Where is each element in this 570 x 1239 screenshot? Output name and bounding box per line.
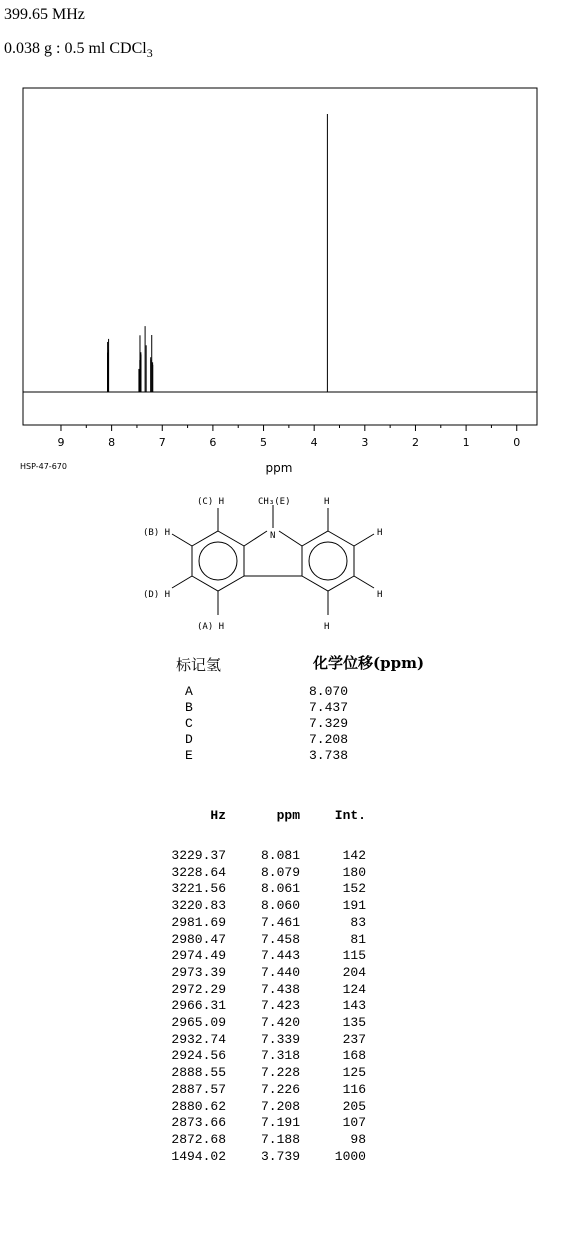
- cell-int: 83: [350, 914, 366, 930]
- cell-int: 205: [342, 1098, 366, 1114]
- cell-hz: 3221.56: [171, 881, 226, 897]
- bond-h-right-lower: [354, 576, 374, 588]
- cell-ppm: 7.339: [260, 1031, 300, 1047]
- cell-hz: 2972.29: [171, 981, 226, 997]
- table-row: [158, 1015, 366, 1032]
- cell-int: 1000: [334, 1148, 366, 1164]
- assign-shift: 7.208: [309, 732, 349, 747]
- label-d: (D) H: [143, 590, 171, 600]
- cell-ppm: 7.443: [260, 948, 300, 964]
- x-axis-label: ppm: [265, 461, 293, 475]
- left-ring: [192, 531, 244, 591]
- cell-int: 81: [350, 931, 366, 947]
- assign-header-label: 标记氢: [176, 656, 222, 674]
- cell-ppm: 7.461: [260, 914, 300, 930]
- assign-label: D: [185, 732, 193, 747]
- label-c: (C) H: [197, 497, 225, 507]
- cell-ppm: 8.079: [260, 864, 300, 880]
- table-row: [158, 1032, 366, 1049]
- cell-ppm: 8.061: [260, 881, 300, 897]
- bond-h-right-upper: [354, 534, 374, 546]
- cell-int: 204: [342, 964, 366, 980]
- cell-int: 237: [342, 1031, 366, 1047]
- table-row: [158, 1115, 366, 1132]
- header-ppm: ppm: [276, 808, 300, 823]
- bond-h-b: [172, 534, 192, 546]
- table-row: [158, 998, 366, 1015]
- cell-int: 124: [342, 981, 366, 997]
- table-row: [158, 1149, 366, 1166]
- left-ring-aromatic-circle: [199, 542, 237, 580]
- table-row: [158, 1065, 366, 1082]
- assign-label: B: [185, 700, 193, 715]
- cell-int: 191: [342, 898, 366, 914]
- cell-ppm: 3.739: [260, 1148, 300, 1164]
- x-axis-ticks: [57, 425, 520, 449]
- bond-n-right: [279, 531, 302, 546]
- bond-n-left: [244, 531, 267, 546]
- label-h-right-upper: H: [377, 528, 383, 538]
- cell-int: 107: [342, 1115, 366, 1131]
- cell-hz: 2932.74: [171, 1031, 226, 1047]
- cell-ppm: 7.188: [260, 1131, 300, 1147]
- table-row: [158, 1082, 366, 1099]
- assign-label: E: [185, 748, 193, 763]
- cell-int: 98: [350, 1131, 366, 1147]
- cell-hz: 3229.37: [171, 848, 226, 863]
- sample-subscript: 3: [146, 46, 153, 61]
- cell-hz: 2887.57: [171, 1081, 226, 1097]
- table-row: [158, 881, 366, 898]
- assign-shift: 7.437: [309, 700, 349, 715]
- right-ring-aromatic-circle: [309, 542, 347, 580]
- table-row: [158, 865, 366, 882]
- x-tick-label: 2: [411, 436, 419, 449]
- cell-int: 142: [342, 848, 366, 863]
- cell-hz: 2974.49: [171, 948, 226, 964]
- peak-table: [158, 808, 366, 1165]
- label-a: (A) H: [197, 622, 225, 632]
- assign-label: A: [185, 684, 193, 699]
- x-tick-label: 6: [209, 436, 217, 449]
- table-row: [158, 848, 366, 865]
- plot-frame: [23, 88, 537, 425]
- table-row: [158, 965, 366, 982]
- assign-shift: 8.070: [309, 684, 349, 699]
- cell-ppm: 7.440: [260, 964, 300, 980]
- cell-int: 116: [342, 1081, 366, 1097]
- assign-shift: 3.738: [309, 748, 349, 763]
- cell-int: 115: [342, 948, 366, 964]
- cell-hz: 2973.39: [171, 964, 226, 980]
- cell-hz: 2872.68: [171, 1131, 226, 1147]
- table-row: [158, 1132, 366, 1149]
- table-row: [158, 1099, 366, 1116]
- cell-ppm: 7.458: [260, 931, 300, 947]
- cell-ppm: 8.060: [260, 898, 300, 914]
- table-row: [158, 898, 366, 915]
- x-tick-label: 8: [108, 436, 116, 449]
- right-ring: [302, 531, 354, 591]
- bond-h-d: [172, 576, 192, 588]
- assign-shift: 7.329: [309, 716, 349, 731]
- x-tick-label: 1: [462, 436, 470, 449]
- label-b: (B) H: [143, 528, 171, 538]
- sample-text: 0.038 g : 0.5 ml CDCl: [4, 40, 147, 57]
- cell-int: 152: [342, 881, 366, 897]
- carbazole-structure: [172, 505, 374, 615]
- header-hz: Hz: [210, 808, 226, 823]
- label-h-bottom: H: [324, 622, 330, 632]
- label-n: N: [270, 531, 276, 541]
- cell-hz: 1494.02: [171, 1148, 226, 1164]
- cell-hz: 2888.55: [171, 1065, 226, 1081]
- label-e: CH₃(E): [258, 497, 291, 507]
- cell-hz: 2980.47: [171, 931, 226, 947]
- x-tick-label: 0: [513, 436, 521, 449]
- x-tick-label: 3: [361, 436, 369, 449]
- x-tick-label: 9: [57, 436, 65, 449]
- cell-hz: 2966.31: [171, 998, 226, 1014]
- spectrum-code: HSP-47-670: [20, 462, 67, 471]
- x-tick-label: 5: [260, 436, 268, 449]
- cell-int: 143: [342, 998, 366, 1014]
- assign-header-shift: 化学位移(ppm): [313, 654, 425, 672]
- table-row: [158, 1048, 366, 1065]
- cell-hz: 2924.56: [171, 1048, 226, 1064]
- cell-hz: 3220.83: [171, 898, 226, 914]
- cell-hz: 2965.09: [171, 1015, 226, 1031]
- cell-int: 125: [342, 1065, 366, 1081]
- x-tick-label: 4: [310, 436, 318, 449]
- cell-ppm: 8.081: [260, 848, 300, 863]
- table-row: [158, 948, 366, 965]
- cell-ppm: 7.228: [260, 1065, 300, 1081]
- cell-int: 135: [342, 1015, 366, 1031]
- cell-hz: 2880.62: [171, 1098, 226, 1114]
- cell-int: 180: [342, 864, 366, 880]
- cell-ppm: 7.191: [260, 1115, 300, 1131]
- cell-hz: 2873.66: [171, 1115, 226, 1131]
- header-int: Int.: [334, 808, 366, 823]
- cell-ppm: 7.318: [260, 1048, 300, 1064]
- peaks-group: [108, 114, 328, 392]
- assign-label: C: [185, 716, 193, 731]
- cell-int: 168: [342, 1048, 366, 1064]
- label-h-right-lower: H: [377, 590, 383, 600]
- x-tick-label: 7: [158, 436, 166, 449]
- table-row: [158, 915, 366, 932]
- cell-ppm: 7.423: [260, 998, 300, 1014]
- cell-hz: 2981.69: [171, 914, 226, 930]
- cell-hz: 3228.64: [171, 864, 226, 880]
- spectrometer-frequency: 399.65 MHz: [4, 6, 85, 23]
- cell-ppm: 7.420: [260, 1015, 300, 1031]
- label-h-top: H: [324, 497, 330, 507]
- cell-ppm: 7.226: [260, 1081, 300, 1097]
- cell-ppm: 7.208: [260, 1098, 300, 1114]
- cell-ppm: 7.438: [260, 981, 300, 997]
- table-row: [158, 982, 366, 999]
- table-row: [158, 932, 366, 949]
- peak-table-header: [158, 808, 366, 848]
